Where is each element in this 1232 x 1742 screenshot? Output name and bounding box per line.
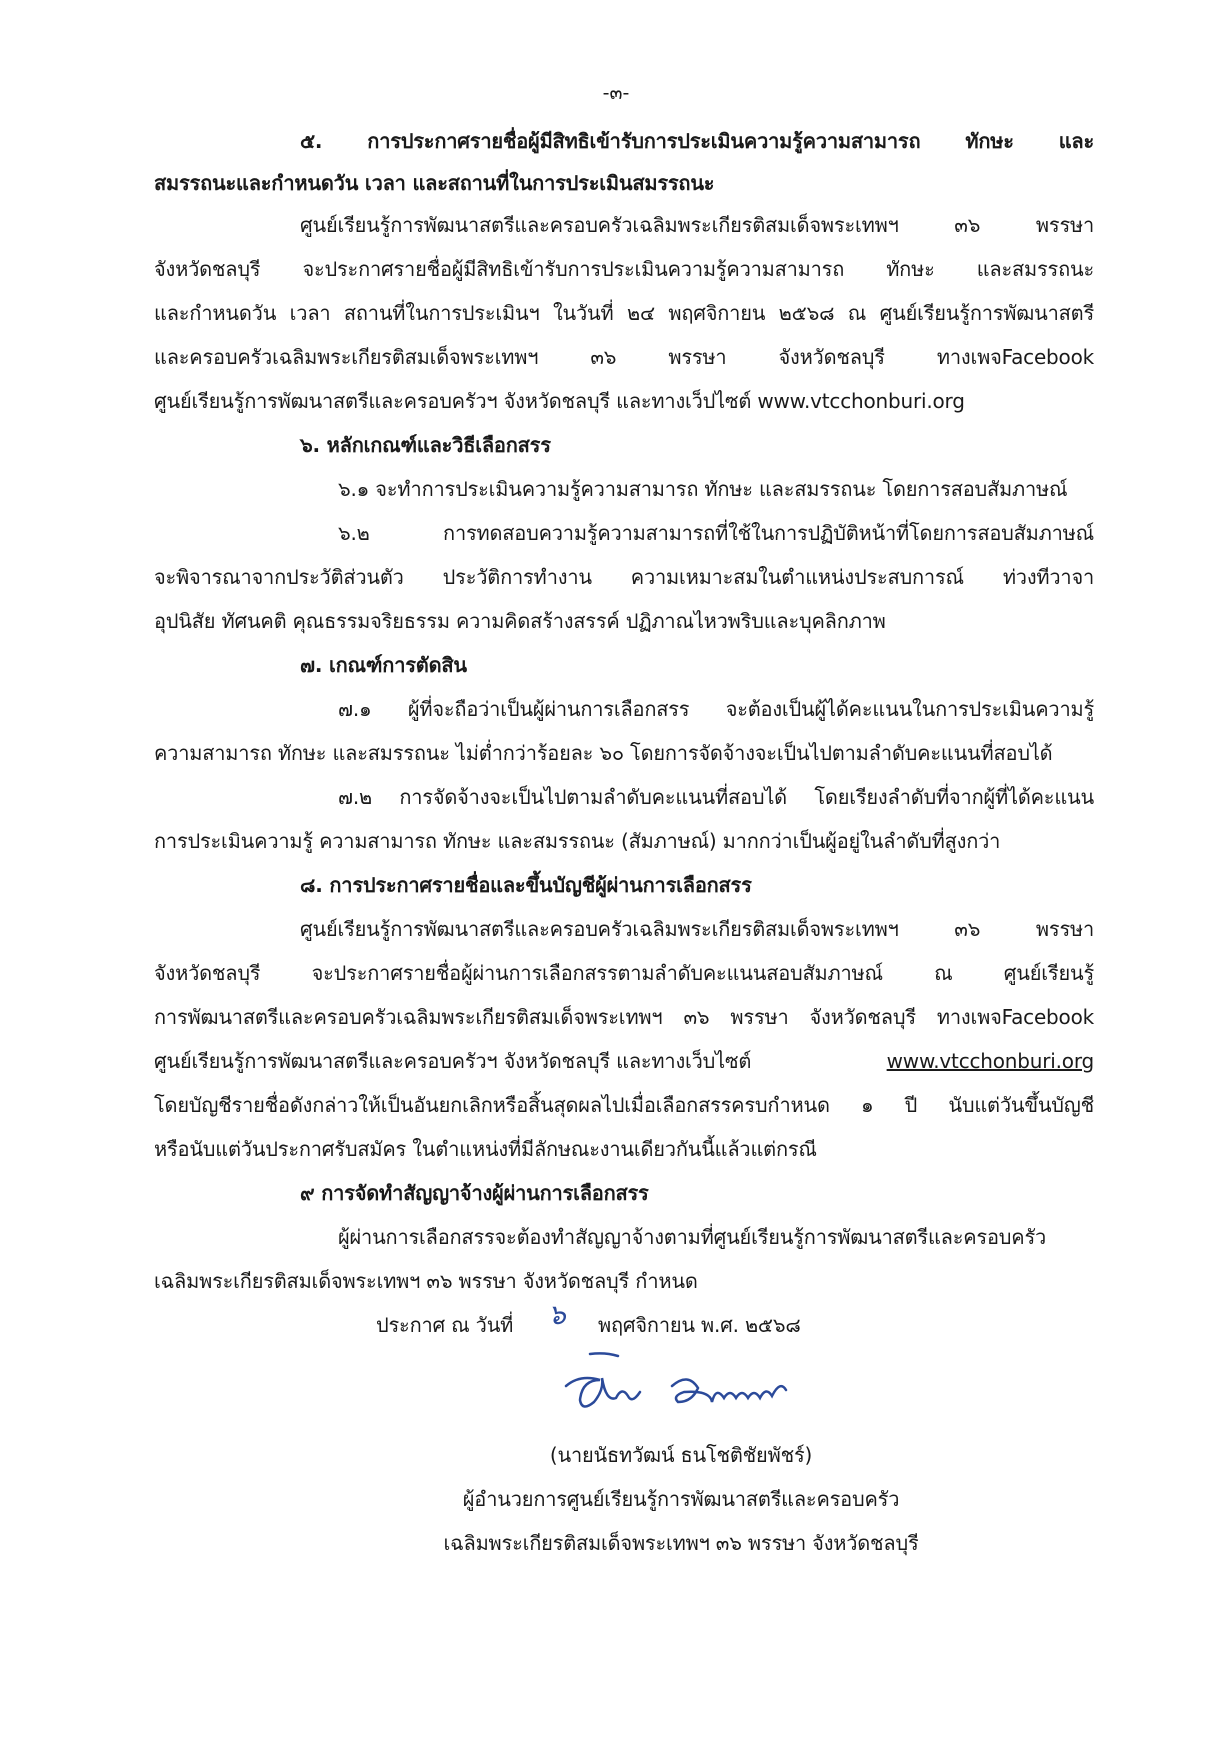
- section-6-item-1: ๖.๑ จะทำการประเมินความรู้ความสามารถ ทักษะ และสมรรถนะ โดยการสอบสัมภาษณ์: [338, 477, 1068, 501]
- section-7-item-1: ๗.๑ ผู้ที่จะถือว่าเป็นผู้ผ่านการเลือกสรร จะต้องเป็นผู้ได้คะแนนในการประเมินความรู้: [338, 697, 1094, 721]
- section-9-text-line: ผู้ผ่านการเลือกสรรจะต้องทำสัญญาจ้างตามที่ศูนย์เรียนรู้การพัฒนาสตรีและครอบครัว: [338, 1225, 1047, 1249]
- announce-date-prefix: ประกาศ ณ วันที่: [376, 1313, 514, 1337]
- signatory-position-line-1: ผู้อำนวยการศูนย์เรียนรู้การพัฒนาสตรีและครอบครัว: [462, 1487, 900, 1511]
- section-6-text-line: จะพิจารณาจากประวัติส่วนตัว ประวัติการทำงาน ความเหมาะสมในตำแหน่งประสบการณ์ ท่วงทีวาจา: [154, 565, 1094, 589]
- section-9-text-line: เฉลิมพระเกียรติสมเด็จพระเทพฯ ๓๖ พรรษา จังหวัดชลบุรี กำหนด: [154, 1269, 698, 1293]
- signature-image: [560, 1350, 860, 1430]
- section-6-text-line: อุปนิสัย ทัศนคติ คุณธรรมจริยธรรม ความคิดสร้างสรรค์ ปฏิภาณไหวพริบและบุคลิกภาพ: [154, 609, 886, 633]
- section-8-text-line: โดยบัญชีรายชื่อดังกล่าวให้เป็นอันยกเลิกหรือสิ้นสุดผลไปเมื่อเลือกสรรครบกำหนด ๑ ปี นับแต่วันขึ้นบัญชี: [154, 1093, 1094, 1117]
- section-9-heading: ๙ การจัดทำสัญญาจ้างผู้ผ่านการเลือกสรร: [300, 1181, 649, 1205]
- signatory-position-line-2: เฉลิมพระเกียรติสมเด็จพระเทพฯ ๓๖ พรรษา จังหวัดชลบุรี: [443, 1531, 919, 1555]
- section-8-text-line: ศูนย์เรียนรู้การพัฒนาสตรีและครอบครัวเฉลิมพระเกียรติสมเด็จพระเทพฯ ๓๖ พรรษา: [300, 917, 1094, 941]
- section-8-heading: ๘. การประกาศรายชื่อและขึ้นบัญชีผู้ผ่านการเลือกสรร: [300, 873, 752, 897]
- section-8-text: ศูนย์เรียนรู้การพัฒนาสตรีและครอบครัวฯ จังหวัดชลบุรี และทางเว็บไซต์: [154, 1049, 752, 1073]
- section-5-heading-line-2: สมรรถนะและกำหนดวัน เวลา และสถานที่ในการประเมินสมรรถนะ: [154, 171, 715, 195]
- section-7-heading: ๗. เกณฑ์การตัดสิน: [300, 653, 467, 677]
- section-8-text-line: จังหวัดชลบุรี จะประกาศรายชื่อผู้ผ่านการเลือกสรรตามลำดับคะแนนสอบสัมภาษณ์ ณ ศูนย์เรียนรู้: [154, 961, 1094, 985]
- section-5-text-line: และครอบครัวเฉลิมพระเกียรติสมเด็จพระเทพฯ ๓๖ พรรษา จังหวัดชลบุรี ทางเพจFacebook: [154, 345, 1094, 369]
- announce-date-suffix: พฤศจิกายน พ.ศ. ๒๕๖๘: [598, 1313, 801, 1337]
- section-5-text-line: จังหวัดชลบุรี จะประกาศรายชื่อผู้มีสิทธิเข้ารับการประเมินความรู้ความสามารถ ทักษะ และสมรรถนะ: [154, 257, 1094, 281]
- section-8-text-line: การพัฒนาสตรีและครอบครัวเฉลิมพระเกียรติสมเด็จพระเทพฯ ๓๖ พรรษา จังหวัดชลบุรี ทางเพจFacebook: [154, 1005, 1094, 1029]
- website-link[interactable]: www.vtcchonburi.org: [886, 1049, 1094, 1073]
- section-5-text-line: ศูนย์เรียนรู้การพัฒนาสตรีและครอบครัวฯ จังหวัดชลบุรี และทางเว็ปไซต์ www.vtcchonburi.org: [154, 389, 965, 413]
- section-7-item-2: ๗.๒ การจัดจ้างจะเป็นไปตามลำดับคะแนนที่สอบได้ โดยเรียงลำดับที่จากผู้ที่ได้คะแนน: [338, 785, 1094, 809]
- signatory-name: (นายนัธทวัฒน์ ธนโชติชัยพัชร์): [549, 1443, 813, 1467]
- section-7-text-line: ความสามารถ ทักษะ และสมรรถนะ ไม่ต่ำกว่าร้อยละ ๖๐ โดยการจัดจ้างจะเป็นไปตามลำดับคะแนนที่สอบได้: [154, 741, 1053, 765]
- section-8-text-line: [154, 1048, 1094, 1074]
- page-number: -๓-: [602, 82, 630, 104]
- section-5-text-line: ศูนย์เรียนรู้การพัฒนาสตรีและครอบครัวเฉลิมพระเกียรติสมเด็จพระเทพฯ ๓๖ พรรษา: [300, 213, 1094, 237]
- handwritten-day: ๖: [548, 1298, 566, 1331]
- section-5-heading-line-1: ๕. การประกาศรายชื่อผู้มีสิทธิเข้ารับการประเมินความรู้ความสามารถ ทักษะ และ: [300, 129, 1094, 153]
- section-7-text-line: การประเมินความรู้ ความสามารถ ทักษะ และสมรรถนะ (สัมภาษณ์) มากกว่าเป็นผู้อยู่ในลำดับที่สูงกว่า: [154, 829, 1001, 853]
- section-8-text-line: หรือนับแต่วันประกาศรับสมัคร ในตำแหน่งที่มีลักษณะงานเดียวกันนี้แล้วแต่กรณี: [154, 1137, 817, 1161]
- section-5-text-line: และกำหนดวัน เวลา สถานที่ในการประเมินฯ ในวันที่ ๒๔ พฤศจิกายน ๒๕๖๘ ณ ศูนย์เรียนรู้การพัฒนาสตรี: [154, 301, 1094, 325]
- section-6-heading: ๖. หลักเกณฑ์และวิธีเลือกสรร: [300, 433, 551, 457]
- section-6-item-2: ๖.๒ การทดสอบความรู้ความสามารถที่ใช้ในการปฏิบัติหน้าที่โดยการสอบสัมภาษณ์: [338, 521, 1094, 545]
